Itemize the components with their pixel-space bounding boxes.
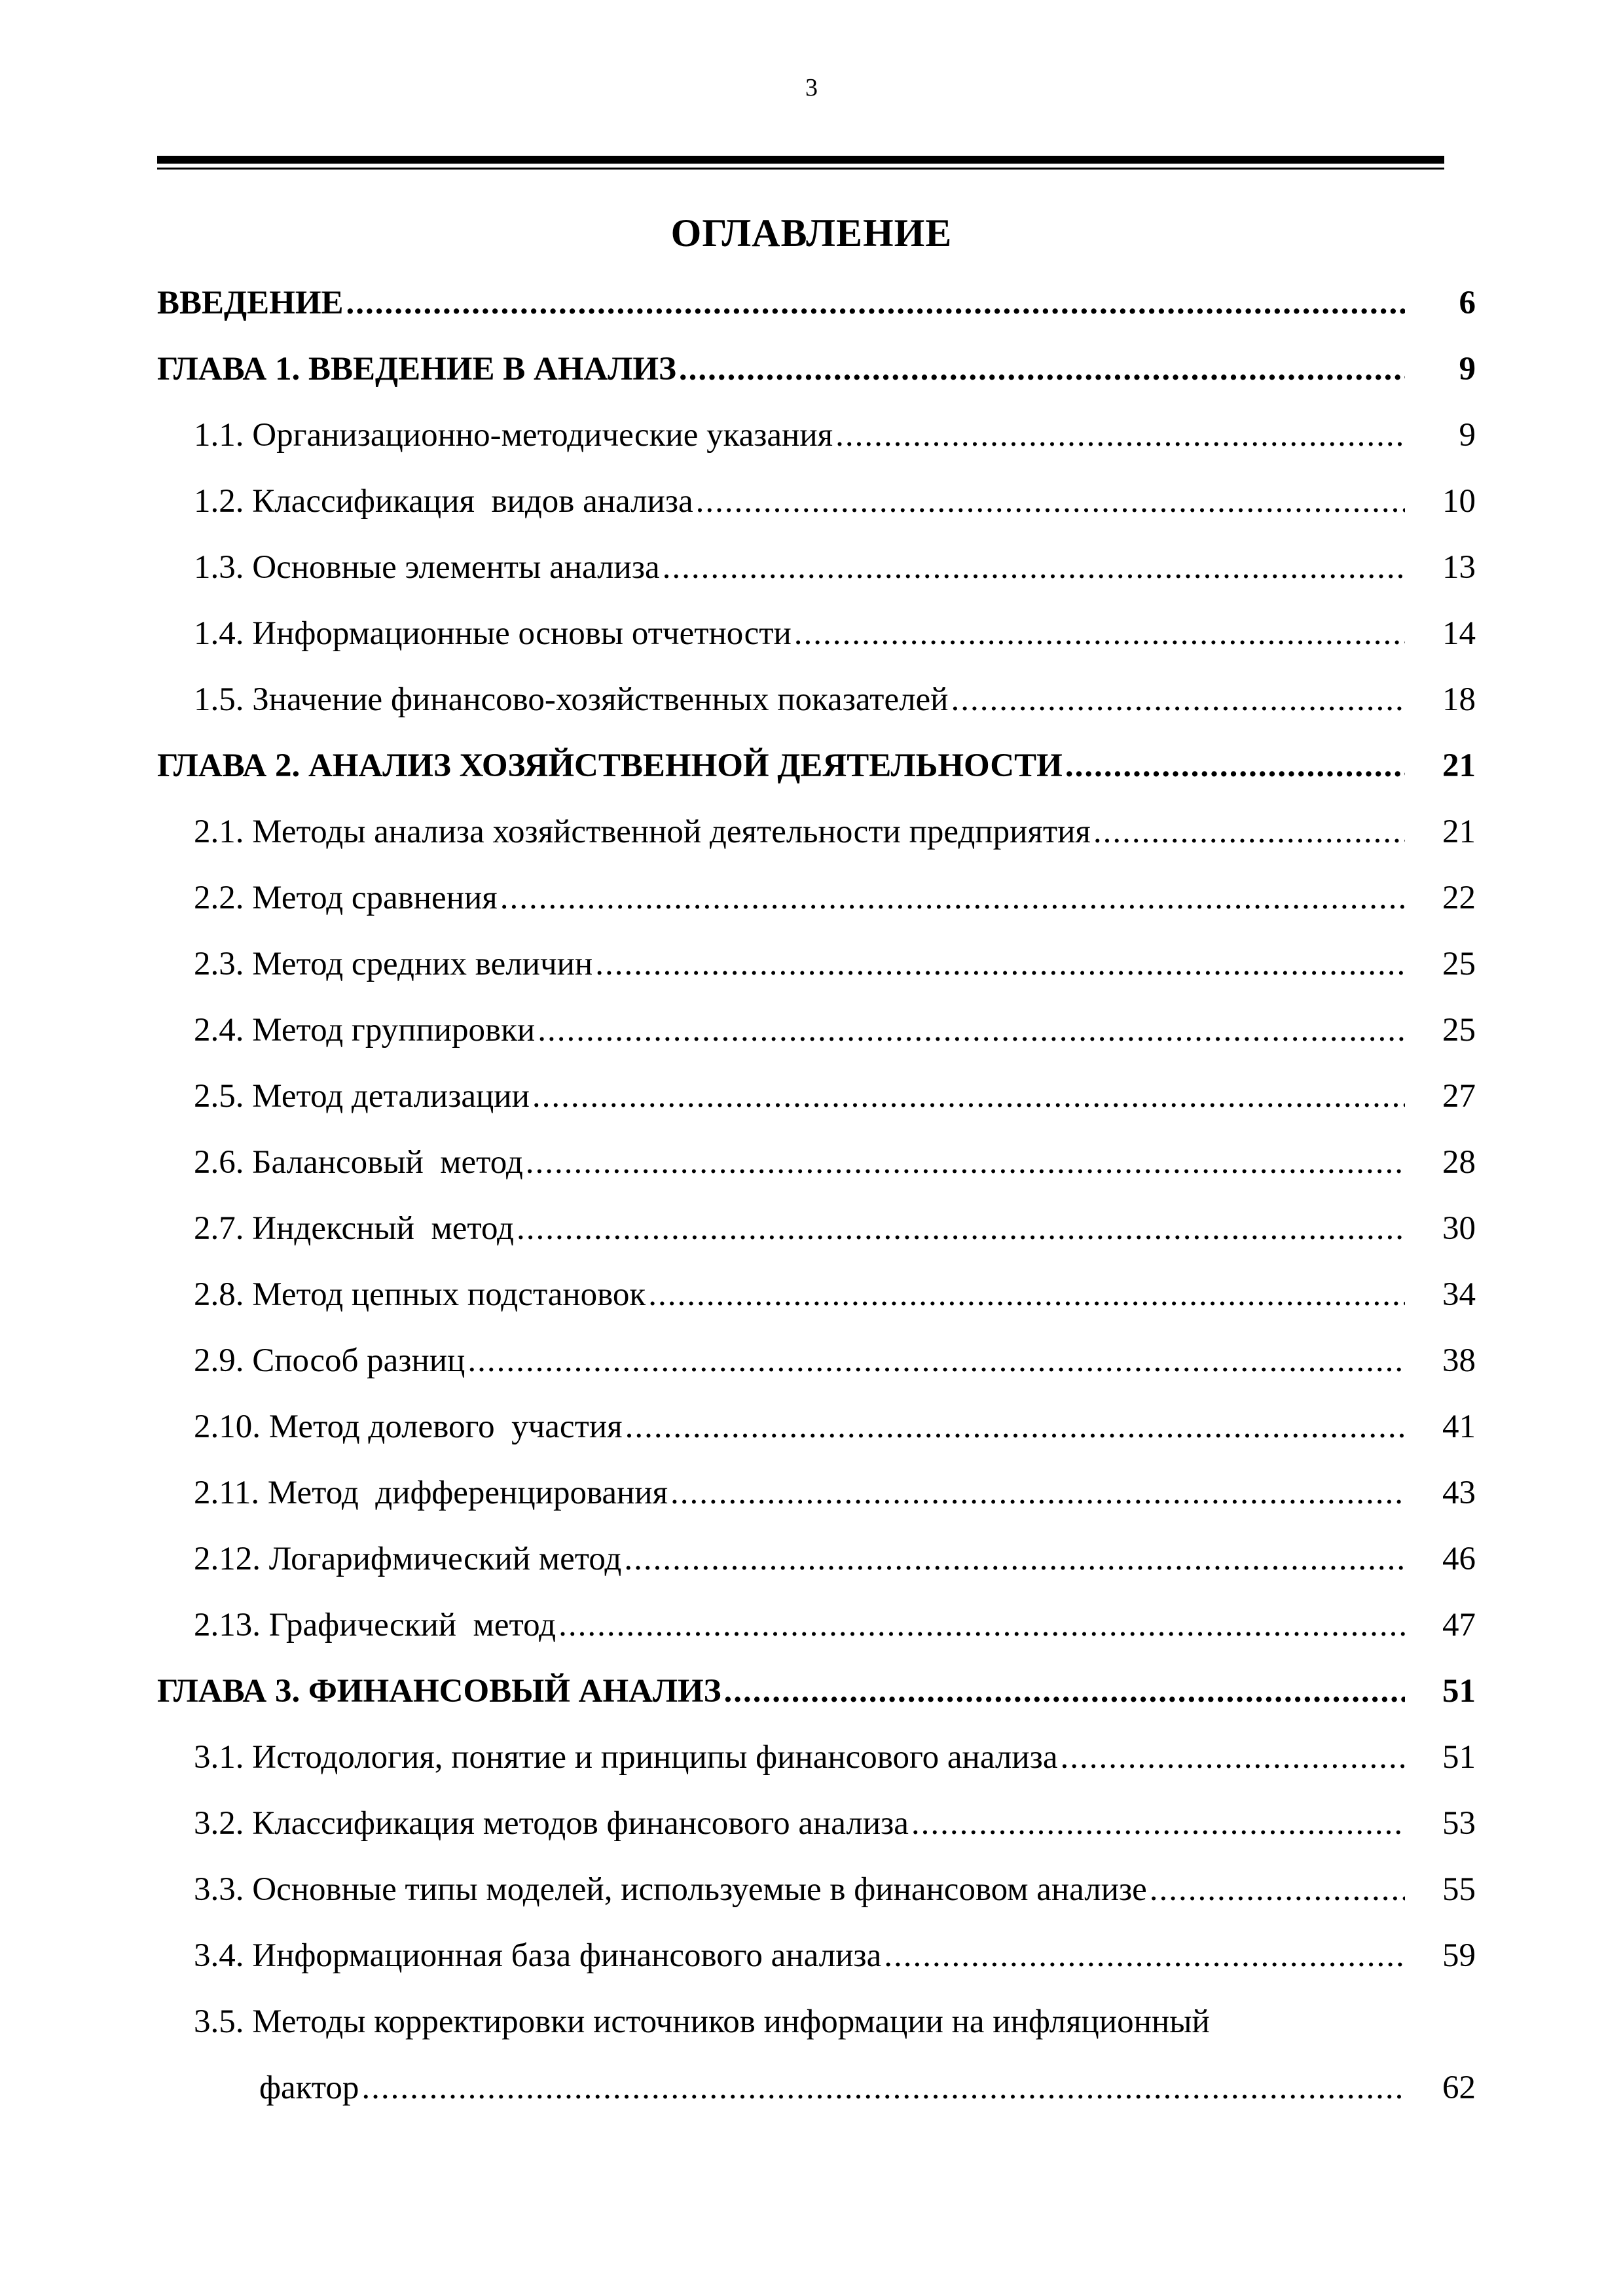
toc-leader-dots — [835, 415, 1405, 456]
toc-entry-label: 1.1. Организационно-методические указания — [194, 417, 833, 454]
toc-entry-page: 62 — [1442, 2070, 1476, 2106]
toc-leader-dots — [624, 1539, 1405, 1579]
toc-entry-page: 9 — [1459, 417, 1476, 454]
toc-entry-label: 2.12. Логарифмический метод — [194, 1541, 622, 1577]
toc-leader-dots — [538, 1010, 1405, 1050]
toc-leader-dots — [346, 283, 1405, 323]
toc-leader-dots — [532, 1076, 1405, 1117]
header-rule-thick — [157, 156, 1444, 164]
toc-entry-2-6[interactable] — [194, 1142, 1476, 1183]
toc-leader-dots — [951, 679, 1405, 720]
toc-entry-1-1[interactable] — [194, 415, 1476, 456]
toc-entry-3-3[interactable] — [194, 1869, 1476, 1910]
toc-entry-label: 3.4. Информационная база финансового анализа — [194, 1937, 882, 1974]
toc-entry-2-7[interactable] — [194, 1208, 1476, 1249]
toc-entry-1-4[interactable] — [194, 613, 1476, 654]
toc-leader-dots — [595, 944, 1405, 984]
toc-entry-label: 2.11. Метод дифференцирования — [194, 1475, 668, 1511]
toc-entry-1-3[interactable] — [194, 547, 1476, 588]
toc-entry-label: 2.3. Метод средних величин — [194, 946, 593, 982]
toc-entry-label: 1.4. Информационные основы отчетности — [194, 615, 792, 652]
toc-leader-dots — [517, 1208, 1405, 1249]
toc-entry-label: 3.1. Истодология, понятие и принципы финансового анализа — [194, 1739, 1058, 1776]
toc-leader-dots — [884, 1935, 1405, 1976]
toc-entry-2-4[interactable] — [194, 1010, 1476, 1050]
toc-entry-page: 53 — [1442, 1805, 1476, 1842]
toc-entry-1-2[interactable] — [194, 481, 1476, 522]
toc-entry-label: 1.5. Значение финансово-хозяйственных показателей — [194, 681, 949, 718]
toc-entry-label: 2.5. Метод детализации — [194, 1078, 530, 1115]
toc-entry-2-13[interactable] — [194, 1605, 1476, 1645]
toc-leader-dots — [1150, 1869, 1405, 1910]
toc-entry-chapter-3[interactable] — [157, 1671, 1476, 1712]
toc-entry-page: 25 — [1442, 1012, 1476, 1049]
toc-leader-dots — [794, 613, 1405, 654]
toc-entry-page: 9 — [1459, 351, 1476, 387]
toc-entry-page: 10 — [1442, 483, 1476, 520]
toc-entry-label: 2.13. Графический метод — [194, 1607, 556, 1643]
toc-entry-page: 55 — [1442, 1871, 1476, 1908]
toc-leader-dots — [663, 547, 1405, 588]
toc-leader-dots — [361, 2068, 1405, 2108]
toc-leader-dots — [1065, 745, 1405, 786]
toc-entry-label: 2.1. Методы анализа хозяйственной деятельности предприятия — [194, 814, 1091, 850]
toc-entry-label: 1.3. Основные элементы анализа — [194, 549, 660, 586]
toc-entry-page: 25 — [1442, 946, 1476, 982]
toc-entry-page: 59 — [1442, 1937, 1476, 1974]
toc-entry-2-2[interactable] — [194, 878, 1476, 918]
toc-leader-dots — [911, 1803, 1405, 1844]
toc-leader-dots — [1093, 812, 1405, 852]
toc-entry-page: 18 — [1442, 681, 1476, 718]
toc-entry-label: 1.2. Классификация видов анализа — [194, 483, 693, 520]
toc-entry-page: 34 — [1442, 1276, 1476, 1313]
toc-leader-dots — [500, 878, 1405, 918]
toc-entry-chapter-2[interactable] — [157, 745, 1476, 786]
toc-entry-page: 38 — [1442, 1342, 1476, 1379]
toc-leader-dots — [625, 1407, 1405, 1447]
toc-entry-label: 2.6. Балансовый метод — [194, 1144, 523, 1181]
toc-leader-dots — [670, 1473, 1405, 1513]
toc-entry-page: 27 — [1442, 1078, 1476, 1115]
toc-entry-page: 51 — [1442, 1739, 1476, 1776]
toc-entry-label: 2.7. Индексный метод — [194, 1210, 514, 1247]
toc-entry-page: 21 — [1442, 747, 1476, 784]
toc-entry-page: 30 — [1442, 1210, 1476, 1247]
toc-leader-dots — [724, 1671, 1405, 1712]
toc-entry-page: 14 — [1442, 615, 1476, 652]
toc-entry-label: ГЛАВА 2. АНАЛИЗ ХОЗЯЙСТВЕННОЙ ДЕЯТЕЛЬНОСТИ — [157, 747, 1063, 784]
toc-entry-label: ГЛАВА 1. ВВЕДЕНИЕ В АНАЛИЗ — [157, 351, 676, 387]
toc-leader-dots — [558, 1605, 1405, 1645]
toc-leader-dots — [648, 1274, 1405, 1315]
toc-entry-page: 43 — [1442, 1475, 1476, 1511]
toc-entry-2-1[interactable] — [194, 812, 1476, 852]
toc-entry-label: ГЛАВА 3. ФИНАНСОВЫЙ АНАЛИЗ — [157, 1673, 721, 1710]
toc-entry-page: 47 — [1442, 1607, 1476, 1643]
toc-entry-3-4[interactable] — [194, 1935, 1476, 1976]
toc-leader-dots — [696, 481, 1405, 522]
toc-entry-label: 2.4. Метод группировки — [194, 1012, 536, 1049]
toc-entry-label: 3.3. Основные типы моделей, используемые в финансовом анализе — [194, 1871, 1147, 1908]
toc-entry-page: 22 — [1442, 880, 1476, 916]
toc-entry-2-10[interactable] — [194, 1407, 1476, 1447]
toc-entry-2-11[interactable] — [194, 1473, 1476, 1513]
toc-leader-dots — [526, 1142, 1405, 1183]
toc-entry-1-5[interactable] — [194, 679, 1476, 720]
toc-entry-page: 13 — [1442, 549, 1476, 586]
toc-entry-page: 46 — [1442, 1541, 1476, 1577]
toc-entry-chapter-1[interactable] — [157, 349, 1476, 389]
toc-leader-dots — [1060, 1737, 1405, 1778]
toc-entry-label: 2.2. Метод сравнения — [194, 880, 498, 916]
toc-title: ОГЛАВЛЕНИЕ — [670, 211, 953, 255]
toc-entry-2-12[interactable] — [194, 1539, 1476, 1579]
toc-entry-2-5[interactable] — [194, 1076, 1476, 1117]
toc-entry-2-3[interactable] — [194, 944, 1476, 984]
toc-entry-label: фактор — [259, 2070, 359, 2106]
toc-entry-label: ВВЕДЕНИЕ — [157, 285, 344, 321]
toc-entry-3-2[interactable] — [194, 1803, 1476, 1844]
page-number: 3 — [805, 74, 818, 101]
toc-entry-page: 51 — [1442, 1673, 1476, 1710]
toc-entry-page: 41 — [1442, 1408, 1476, 1445]
toc-entry-2-8[interactable] — [194, 1274, 1476, 1315]
toc-entry-label: 2.10. Метод долевого участия — [194, 1408, 623, 1445]
toc-entry-page: 6 — [1459, 285, 1476, 321]
toc-entry-3-5-continuation[interactable] — [259, 2068, 1476, 2108]
toc-entry-3-5[interactable] — [194, 2001, 1210, 2042]
toc-entry-label: 3.5. Методы корректировки источников информации на инфляционный — [194, 2003, 1210, 2040]
toc-entry-page: 28 — [1442, 1144, 1476, 1181]
toc-entry-page: 21 — [1442, 814, 1476, 850]
toc-leader-dots — [467, 1340, 1405, 1381]
toc-entry-introduction[interactable] — [157, 283, 1476, 323]
header-rule-thin — [157, 168, 1444, 170]
toc-entry-3-1[interactable] — [194, 1737, 1476, 1778]
toc-entry-label: 3.2. Классификация методов финансового анализа — [194, 1805, 909, 1842]
toc-entry-label: 2.8. Метод цепных подстановок — [194, 1276, 646, 1313]
toc-leader-dots — [679, 349, 1405, 389]
toc-entry-2-9[interactable] — [194, 1340, 1476, 1381]
toc-entry-label: 2.9. Способ разниц — [194, 1342, 465, 1379]
